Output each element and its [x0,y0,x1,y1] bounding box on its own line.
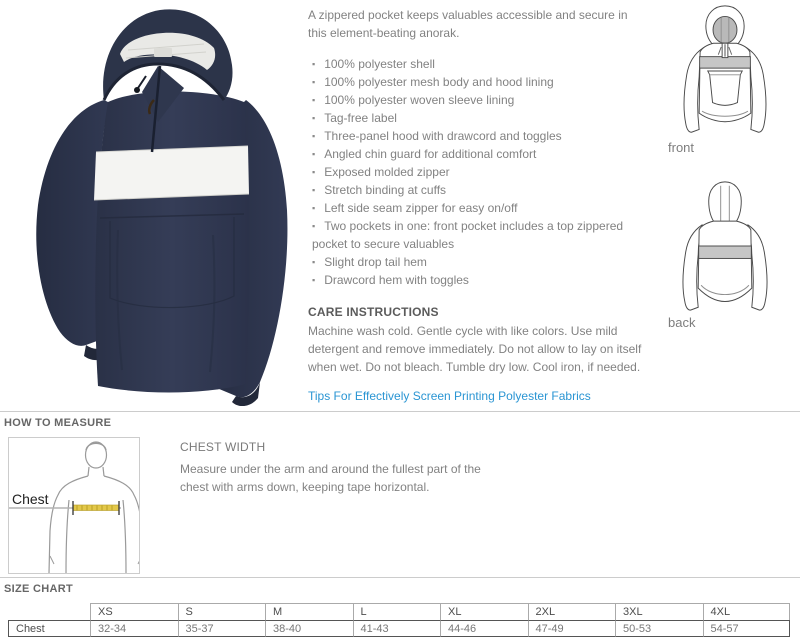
size-column-header: XL [440,603,528,620]
bullet-icon: ▪ [312,113,316,123]
product-intro: A zippered pocket keeps valuables accessible and secure in this element-beating anorak. [308,8,628,40]
size-chart-header-row [8,603,790,620]
back-view-illustration [673,179,777,313]
feature-item: ▪ Tag-free label [312,111,397,125]
screen-printing-tips-link[interactable]: Tips For Effectively Screen Printing Polyester Fabrics [308,389,591,403]
how-to-measure-heading: HOW TO MEASURE [4,417,112,429]
back-view-label: back [668,315,696,330]
feature-item: ▪ 100% polyester shell [312,57,435,71]
jacket-photo-illustration [8,0,300,406]
garment-views [655,4,795,330]
size-value-cell: 41-43 [353,620,441,637]
bullet-icon: ▪ [312,77,316,87]
measure-diagram [8,437,140,574]
feature-item: ▪ Drawcord hem with toggles [312,273,469,287]
size-value-cell: 44-46 [440,620,528,637]
feature-item: ▪ Left side seam zipper for easy on/off [312,201,518,215]
bullet-icon: ▪ [312,131,316,141]
chest-width-text: Measure under the arm and around the fullest part of the chest with arms down, keeping tape horizontal. [180,462,481,494]
size-chart-heading: SIZE CHART [4,583,73,595]
feature-item: ▪ Two pockets in one: front pocket includes a top zippered pocket to secure valuables [312,219,624,251]
front-view-label: front [668,140,695,155]
bullet-icon: ▪ [312,167,316,177]
bullet-icon: ▪ [312,275,316,285]
size-value-cell: 50-53 [615,620,703,637]
size-value-cell: 38-40 [265,620,353,637]
size-chart-table [8,603,790,637]
chest-width-title: CHEST WIDTH [180,440,266,454]
bullet-icon: ▪ [312,185,316,195]
size-chart-body [8,620,790,637]
bullet-icon: ▪ [312,149,316,159]
bullet-icon: ▪ [312,203,316,213]
product-description [308,6,646,403]
size-column-header: S [178,603,266,620]
size-value-cell: 54-57 [703,620,791,637]
size-column-header: 2XL [528,603,616,620]
size-column-header: L [353,603,441,620]
section-divider [0,411,800,412]
size-column-header: M [265,603,353,620]
front-view-illustration [673,4,777,138]
size-value-cell: 47-49 [528,620,616,637]
feature-list [308,55,646,289]
feature-item: ▪ 100% polyester woven sleeve lining [312,93,515,107]
size-column-header: 3XL [615,603,703,620]
bullet-icon: ▪ [312,59,316,69]
section-divider [0,577,800,578]
bullet-icon: ▪ [312,221,316,231]
bullet-icon: ▪ [312,257,316,267]
bullet-icon: ▪ [312,95,316,105]
size-chart-corner-cell [8,603,90,620]
size-row-label: Chest [8,620,90,637]
feature-item: ▪ 100% polyester mesh body and hood lining [312,75,554,89]
product-photo [8,0,300,406]
size-chart-row [8,620,790,637]
size-value-cell: 35-37 [178,620,266,637]
front-view [655,4,795,155]
care-instructions-heading: CARE INSTRUCTIONS [308,305,439,319]
size-column-header: 4XL [703,603,791,620]
back-view [655,179,795,330]
feature-item: ▪ Angled chin guard for additional comfort [312,147,537,161]
feature-item: ▪ Exposed molded zipper [312,165,450,179]
feature-item: ▪ Three-panel hood with drawcord and toggles [312,129,562,143]
feature-item: ▪ Stretch binding at cuffs [312,183,447,197]
body-measure-illustration [9,438,139,573]
size-column-header: XS [90,603,178,620]
care-instructions-text: Machine wash cold. Gentle cycle with like colors. Use mild detergent and remove immediately. Do not allow to lay on itself when wet. Do not bleach. Tumble dry low. Cool iron, if needed. [308,324,642,374]
feature-item: ▪ Slight drop tail hem [312,255,427,269]
size-value-cell: 32-34 [90,620,178,637]
measure-instructions [180,440,510,496]
chest-figure-label: Chest [12,491,49,507]
